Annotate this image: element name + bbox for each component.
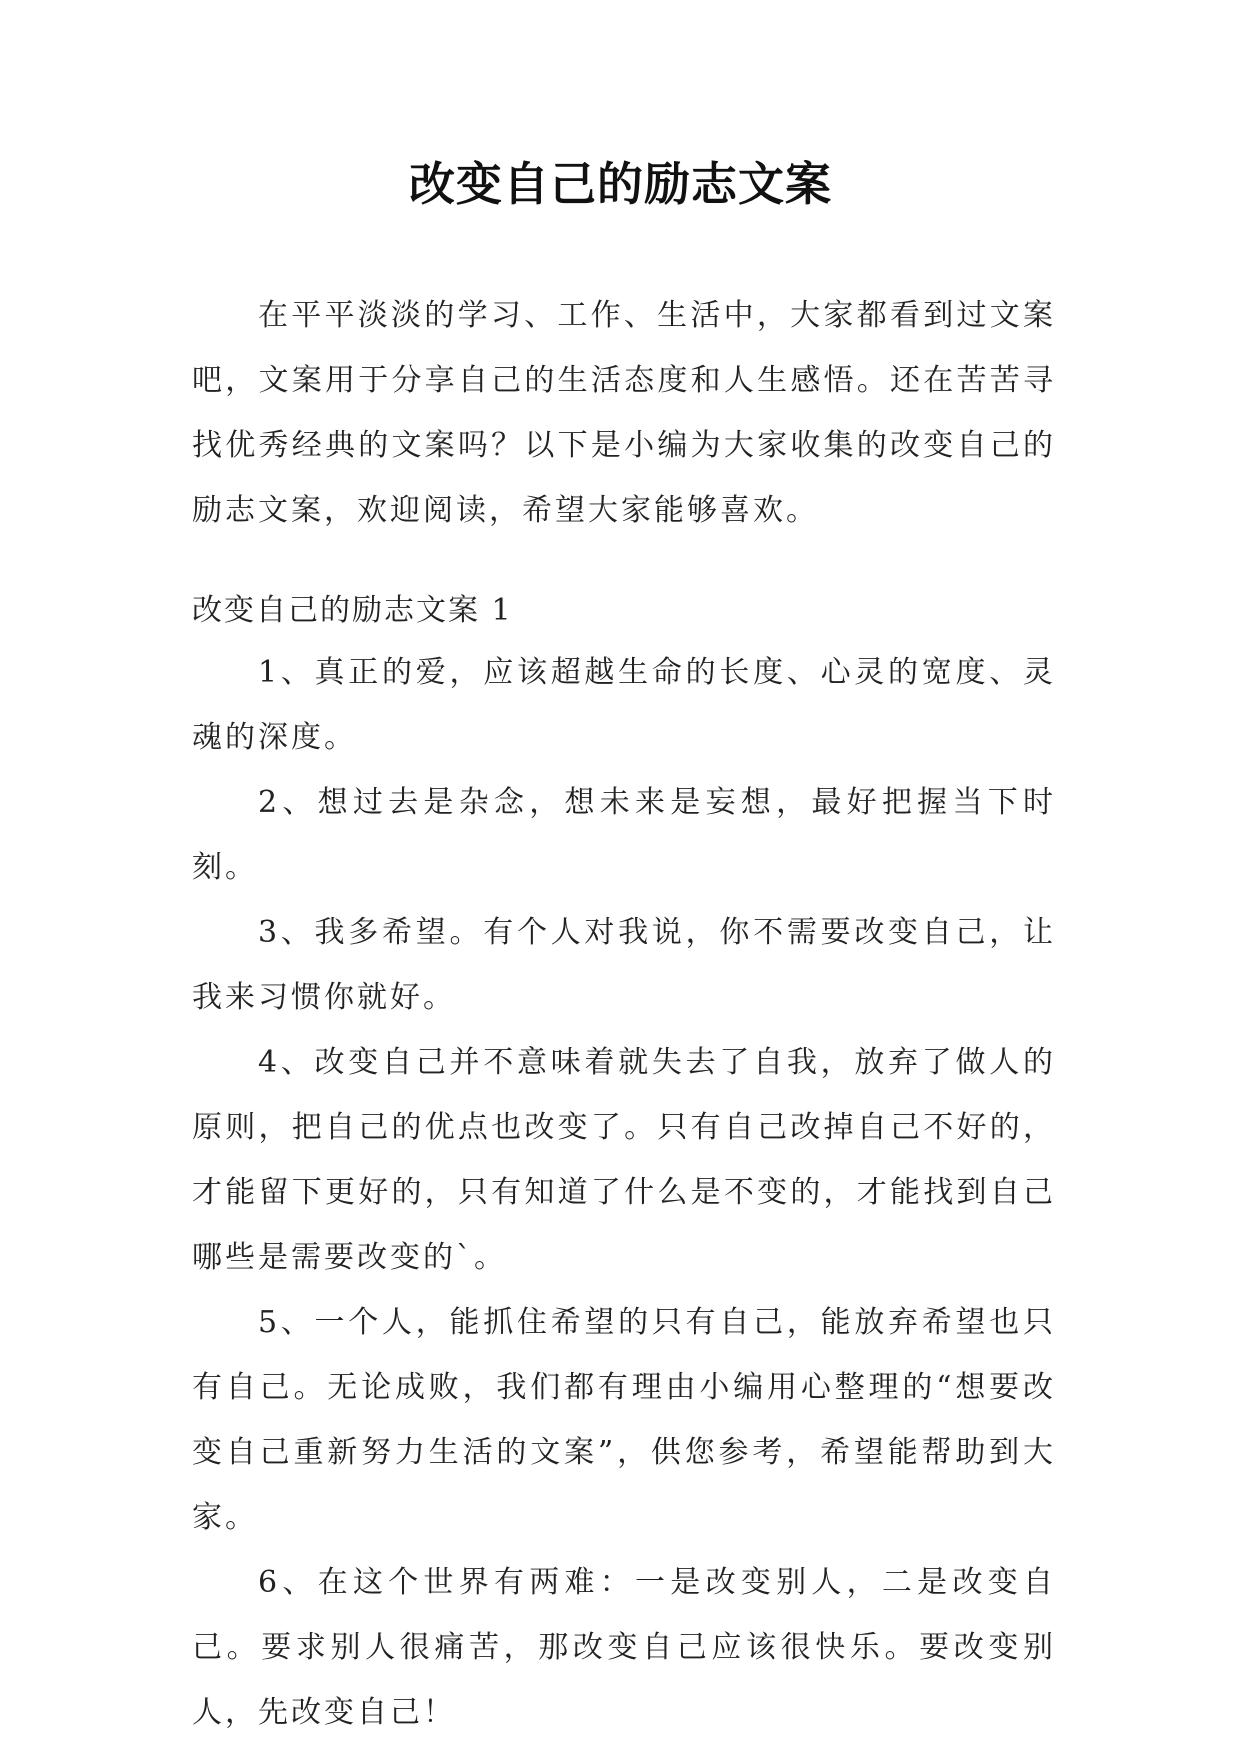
list-item: 4、改变自己并不意味着就失去了自我，放弃了做人的原则，把自己的优点也改变了。只有自己改掉自己不好的，才能留下更好的，只有知道了什么是不变的，才能找到自己哪些是需要改变的`。 (192, 1045, 1056, 1275)
list-item: 5、一个人，能抓住希望的只有自己，能放弃希望也只有自己。无论成败，我们都有理由小编用心整理的“想要改变自己重新努力生活的文案”，供您参考，希望能帮助到大家。 (192, 1305, 1056, 1535)
intro-paragraph-block (192, 283, 1056, 543)
list-item: 6、在这个世界有两难：一是改变别人，二是改变自己。要求别人很痛苦，那改变自己应该很快乐。要改变别人，先改变自己！ (192, 1565, 1056, 1730)
list-item: 2、想过去是杂念，想未来是妄想，最好把握当下时刻。 (192, 785, 1056, 885)
list-item: 3、我多希望。有个人对我说，你不需要改变自己，让我来习惯你就好。 (192, 915, 1056, 1015)
document-title: 改变自己的励志文案 (409, 157, 832, 211)
intro-paragraph: 在平平淡淡的学习、工作、生活中，大家都看到过文案吧，文案用于分享自己的生活态度和人生感悟。还在苦苦寻找优秀经典的文案吗？以下是小编为大家收集的改变自己的励志文案，欢迎阅读，希望大家能够喜欢。 (192, 298, 1056, 528)
section-heading: 改变自己的励志文案 1 (192, 593, 513, 628)
list-item: 1、真正的爱，应该超越生命的长度、心灵的宽度、灵魂的深度。 (192, 655, 1056, 755)
quote-list (192, 640, 1056, 1745)
